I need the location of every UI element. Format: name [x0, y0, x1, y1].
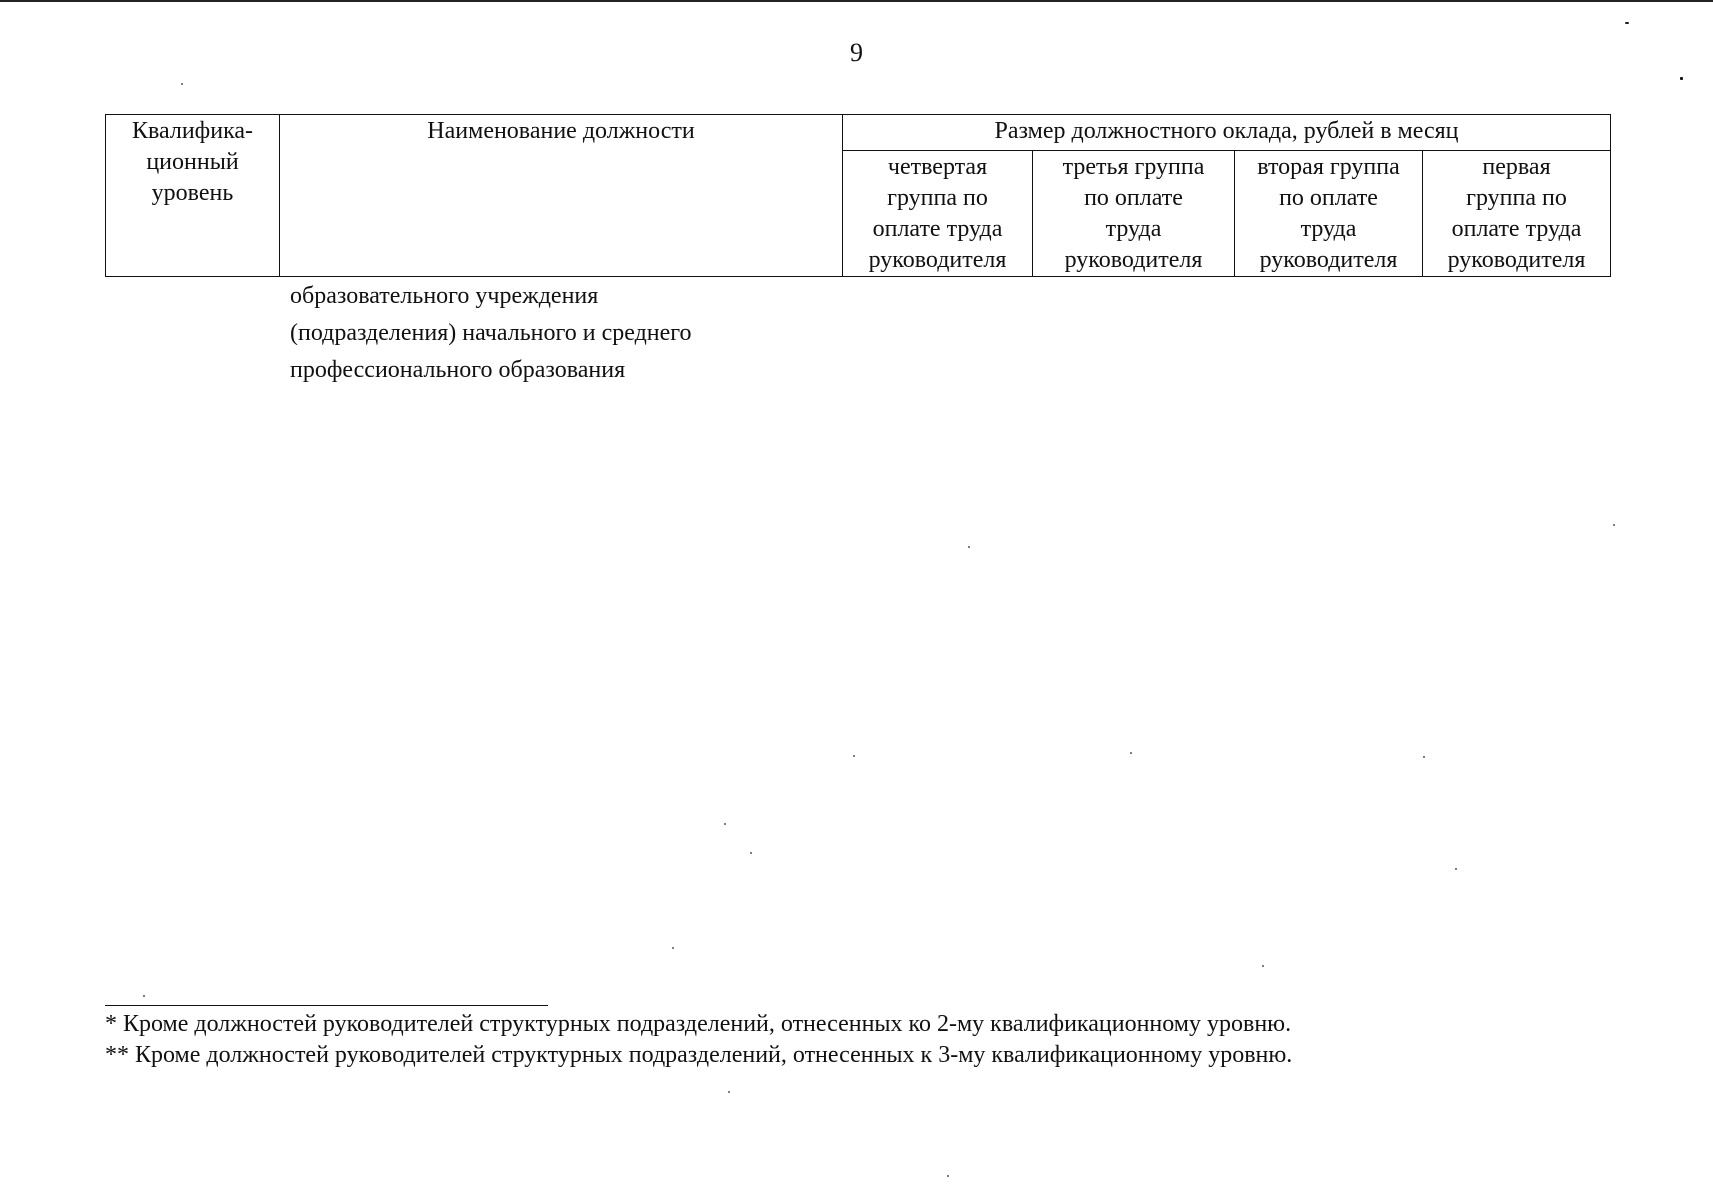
scan-speck: [1262, 965, 1264, 967]
footnote-2: ** Кроме должностей руководителей структурных подразделений, отнесенных к 3-му квалификационному уровню.: [105, 1042, 1293, 1068]
scan-speck: [672, 947, 674, 949]
footnote-1: * Кроме должностей руководителей структурных подразделений, отнесенных ко 2-му квалификационному уровню.: [105, 1011, 1292, 1037]
header-third-group: третья группа по оплате труда руководителя: [1033, 151, 1235, 277]
scan-speck: [1423, 756, 1425, 758]
scan-speck: [181, 83, 183, 85]
scan-speck: [947, 1175, 949, 1177]
scan-speck: [750, 852, 752, 854]
scan-speck: [1613, 524, 1615, 526]
scan-speck: [1625, 22, 1629, 24]
scan-speck: [728, 1091, 730, 1093]
footnote-separator: [105, 1005, 548, 1006]
scan-speck: [1680, 77, 1683, 80]
header-second-group: вторая группа по оплате труда руководителя: [1235, 151, 1423, 277]
scan-speck: [143, 995, 145, 997]
header-salary-size: Размер должностного оклада, рублей в месяц: [843, 115, 1611, 151]
footnotes: [105, 1009, 1292, 1071]
header-first-group: первая группа по оплате труда руководителя: [1423, 151, 1611, 277]
header-position-name: Наименование должности: [280, 115, 843, 277]
scan-speck: [1455, 868, 1457, 870]
page-number: 9: [850, 38, 863, 67]
scan-speck: [1130, 752, 1132, 754]
scan-speck: [968, 546, 970, 548]
scan-speck: [853, 755, 855, 757]
position-name-continuation: образовательного учреждения (подразделения) начального и среднего профессионального образования: [290, 283, 692, 383]
scan-speck: [724, 823, 726, 825]
header-qualification-level: Квалифика- ционный уровень: [106, 115, 280, 277]
top-border-line: [0, 0, 1713, 2]
salary-table: [105, 114, 1611, 277]
header-fourth-group: четвертая группа по оплате труда руководителя: [843, 151, 1033, 277]
